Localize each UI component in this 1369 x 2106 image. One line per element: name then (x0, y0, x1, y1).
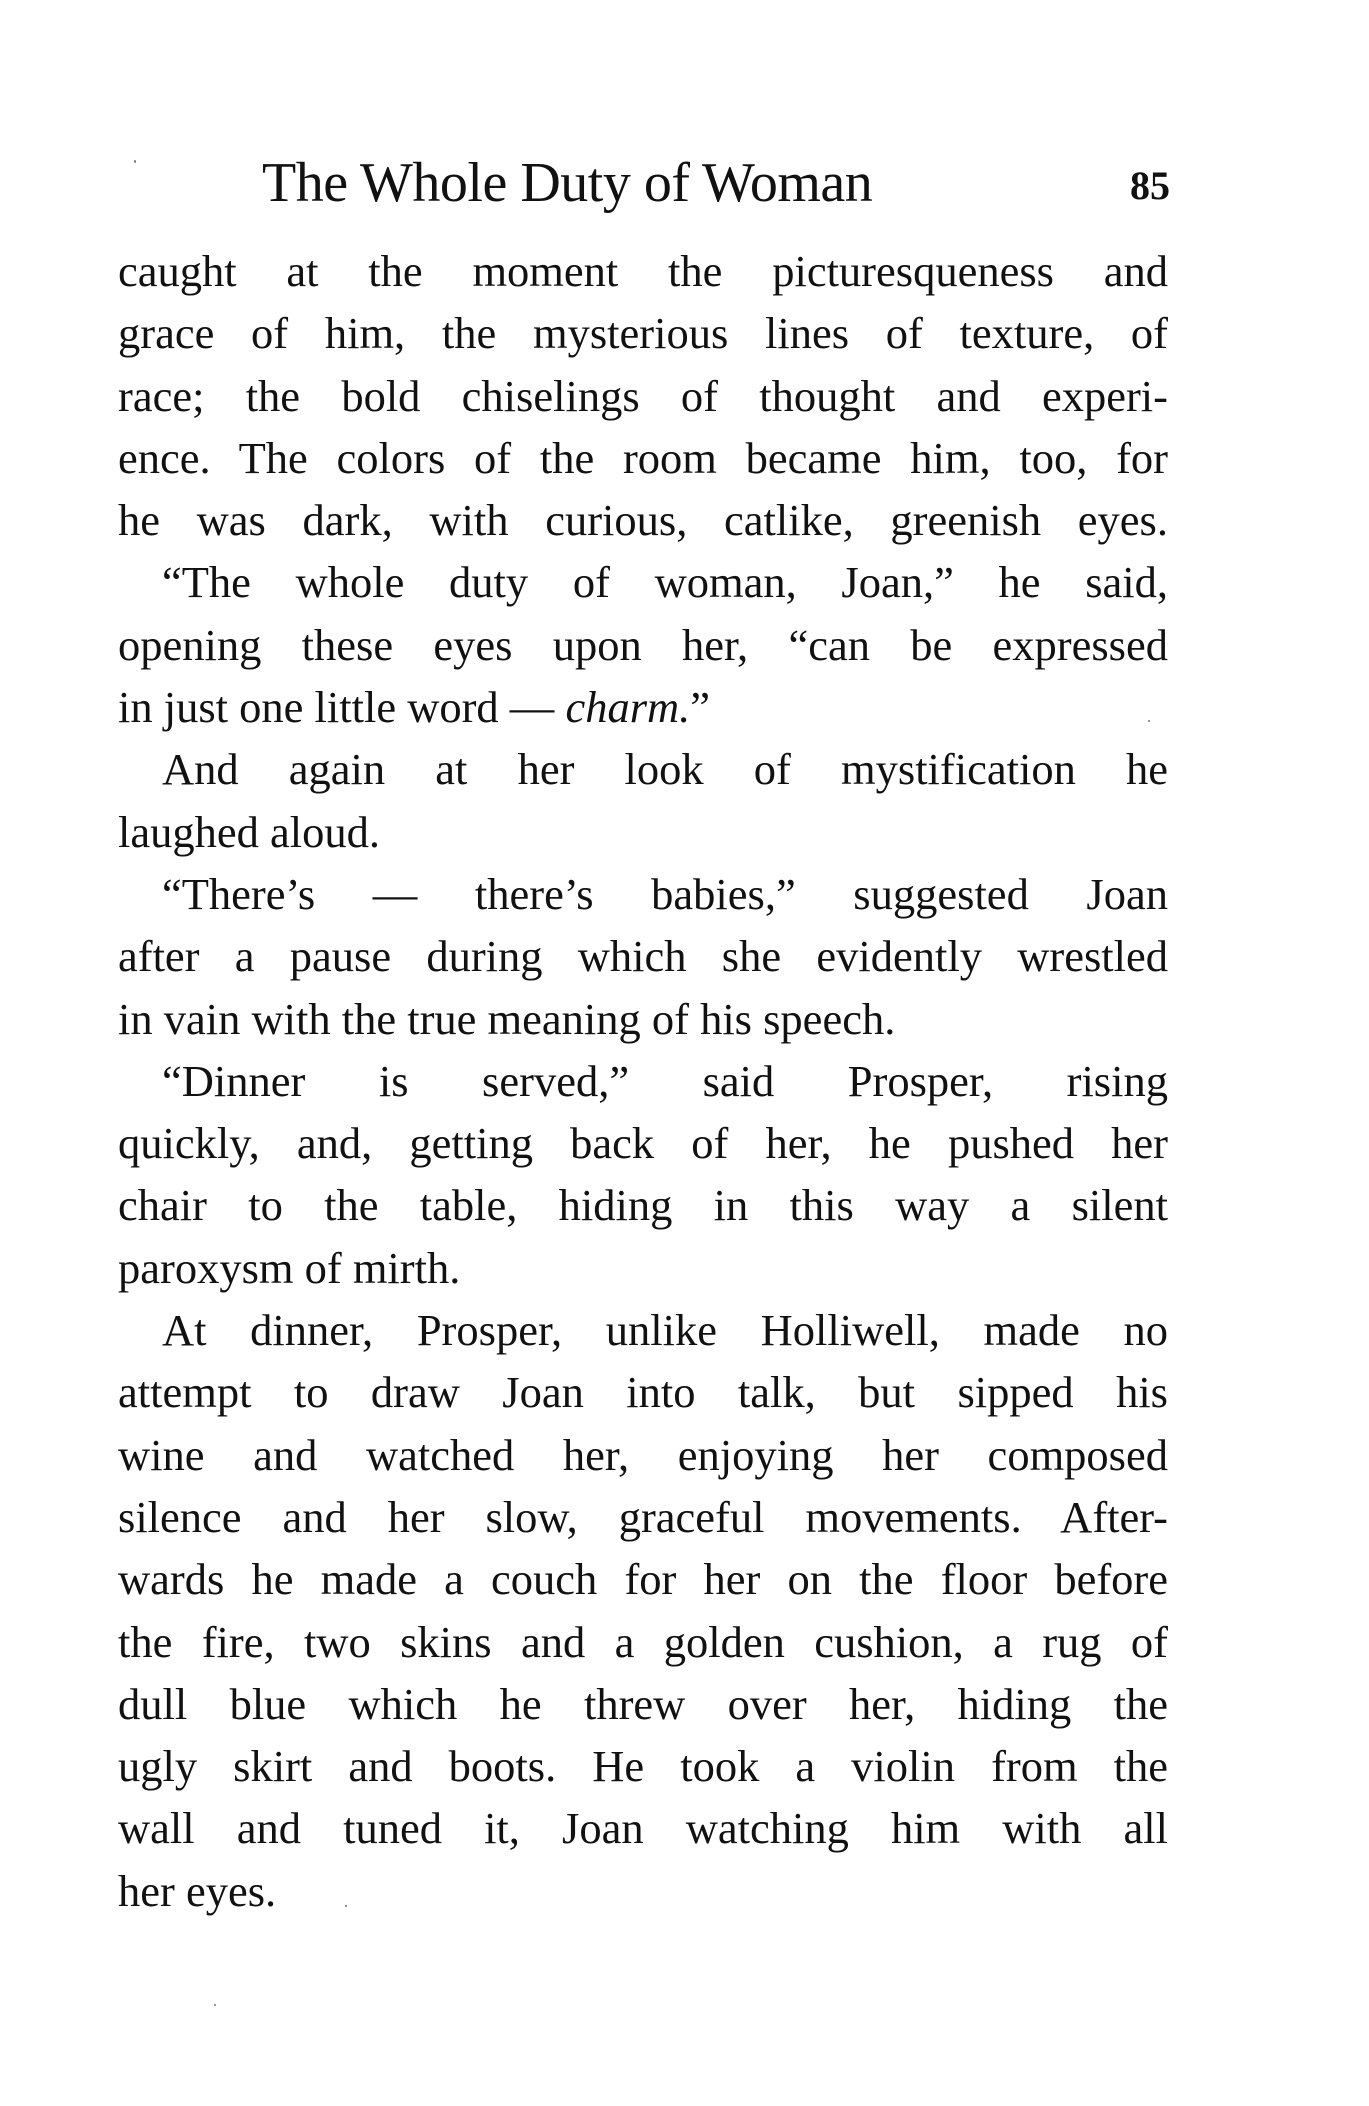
scan-speck (214, 2004, 216, 2006)
text-line: wall and tuned it, Joan watching him with all (118, 1803, 1168, 1854)
text-line: wards he made a couch for her on the floor before (118, 1554, 1168, 1605)
text-line: ence. The colors of the room became him, too, for (118, 432, 1168, 483)
text-line: “There’s — there’s babies,” suggested Joan (162, 868, 1168, 919)
text-line: wine and watched her, enjoying her composed (118, 1429, 1168, 1480)
paragraph (118, 863, 1168, 1050)
paragraph (118, 551, 1168, 738)
page-number: 85 (1130, 163, 1170, 208)
text-line: opening these eyes upon her, “can be expressed (118, 619, 1168, 670)
text-line: dull blue which he threw over her, hiding the (118, 1678, 1168, 1729)
text-line: paroxysm of mirth. (118, 1242, 461, 1293)
paragraph (118, 240, 1168, 551)
text-line (118, 676, 1168, 738)
text-line: silence and her slow, graceful movements. After- (118, 1491, 1168, 1542)
running-head (262, 148, 1174, 218)
scan-speck (345, 1905, 347, 1907)
text-segment: ” (690, 682, 711, 733)
text-line: caught at the moment the picturesqueness and (118, 246, 1168, 296)
paragraph (118, 738, 1168, 863)
text-line: chair to the table, hiding in this way a silent (118, 1180, 1168, 1231)
text-line: the fire, two skins and a golden cushion, a rug of (118, 1616, 1168, 1667)
running-title: The Whole Duty of Woman (262, 152, 873, 214)
scan-speck (134, 160, 136, 163)
text-line: “The whole duty of woman, Joan,” he said, (162, 557, 1168, 608)
paragraph (118, 1050, 1168, 1299)
text-segment: in just one little word — (118, 682, 566, 733)
text-line: And again at her look of mystification he (162, 744, 1168, 795)
text-line: laughed aloud. (118, 806, 380, 857)
scan-speck (1148, 720, 1150, 722)
body-text (118, 240, 1168, 1922)
text-line: “Dinner is served,” said Prosper, rising (162, 1055, 1168, 1106)
text-line: after a pause during which she evidently wrestled (118, 931, 1168, 982)
text-line: in vain with the true meaning of his speech. (118, 993, 896, 1044)
paragraph (118, 1299, 1168, 1922)
text-line: race; the bold chiselings of thought and experi- (118, 370, 1168, 421)
text-line: At dinner, Prosper, unlike Holliwell, made no (162, 1305, 1168, 1356)
text-line: her eyes. (118, 1865, 277, 1916)
emphasized-word: charm. (565, 682, 691, 733)
text-line: he was dark, with curious, catlike, greenish eyes. (118, 495, 1168, 546)
text-line: ugly skirt and boots. He took a violin from the (118, 1741, 1168, 1792)
text-line: grace of him, the mysterious lines of texture, of (118, 308, 1168, 359)
text-line: quickly, and, getting back of her, he pushed her (118, 1118, 1168, 1169)
text-line: attempt to draw Joan into talk, but sipped his (118, 1367, 1168, 1418)
